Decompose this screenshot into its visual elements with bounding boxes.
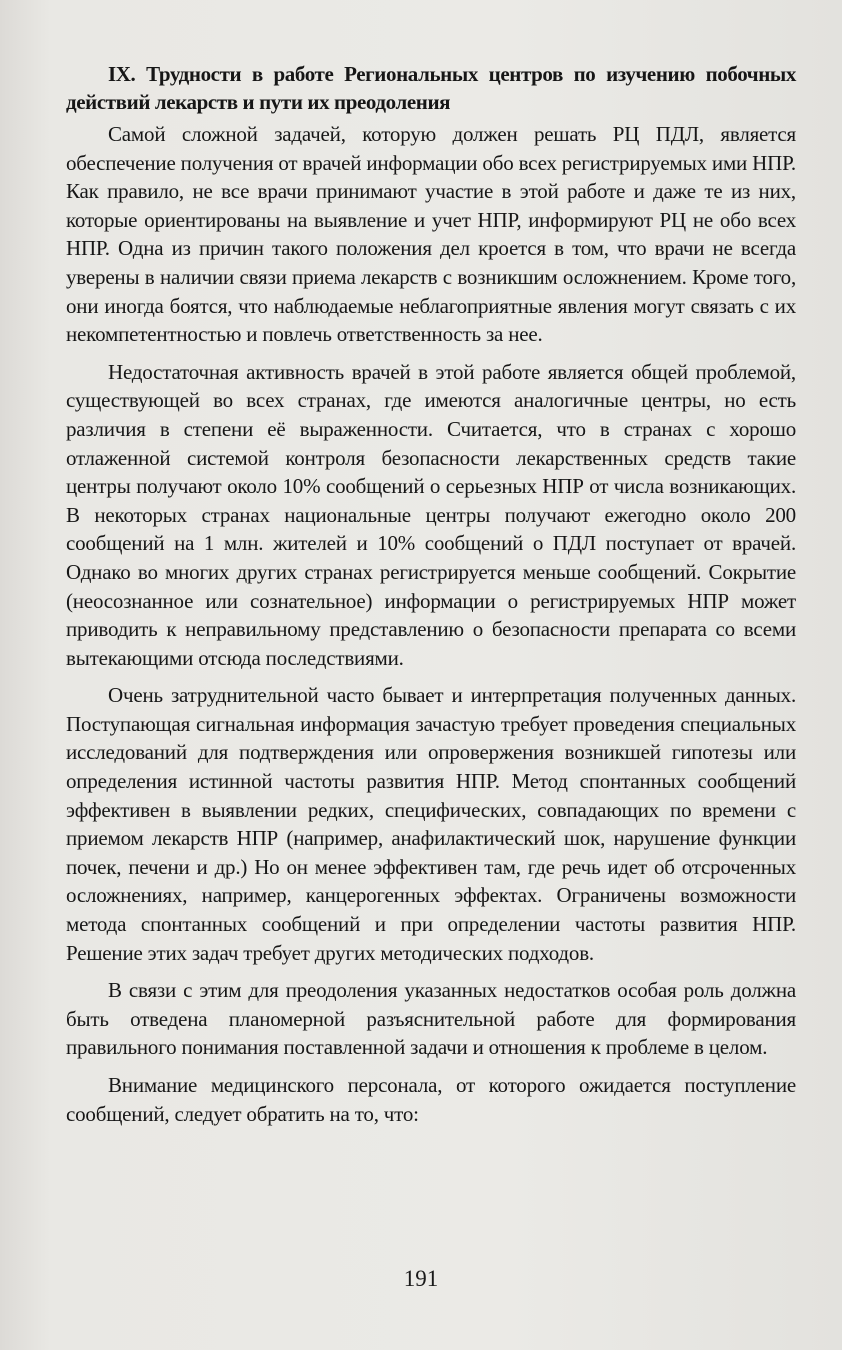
page-number: 191 — [403, 1266, 439, 1291]
paragraph-3: Очень затруднительной часто бывает и интерпретация полученных данных. Поступающая сигнальная информация зачастую требует проведения специальных исследований для подтверждения или опровержения возникшей гипотезы или определения истинной частоты развития НПР. Метод спонтанных сообщений эффективен в выявлении редких, специфических, совпадающих по времени с приемом лекарств НПР (например, анафилактический шок, нарушение функции почек, печени и др.) Но он менее эффективен там, где речь идет об отсроченных осложнениях, например, канцерогенных эффектах. Ограничены возможности метода спонтанных сообщений и при определении частоты развития НПР. Решение этих задач требует других методических подходов. — [66, 683, 796, 965]
page-content — [66, 60, 796, 1137]
section-title: IX. Трудности в работе Региональных центров по изучению побочных действий лекарств и пути их преодоления — [66, 62, 796, 114]
paragraph-4: В связи с этим для преодоления указанных недостатков особая роль должна быть отведена планомерной разъяснительной работе для формирования правильного понимания поставленной задачи и отношения к проблеме в целом. — [66, 978, 796, 1060]
paragraph-1: Самой сложной задачей, которую должен решать РЦ ПДЛ, является обеспечение получения от врачей информации обо всех регистрируемых ими НПР. Как правило, не все врачи принимают участие в этой работе и даже те из них, которые ориентированы на выявление и учет НПР, информируют РЦ не обо всех НПР. Одна из причин такого положения дел кроется в том, что врачи не всегда уверены в наличии связи приема лекарств с возникшим осложнением. Кроме того, они иногда боятся, что наблюдаемые неблагоприятные явления могут связать с их некомпетентностью и повлечь ответственность за нее. — [66, 122, 796, 347]
paragraph-5: Внимание медицинского персонала, от которого ожидается поступление сообщений, следует обратить на то, что: — [66, 1073, 796, 1126]
paragraph-2: Недостаточная активность врачей в этой работе является общей проблемой, существующей во всех странах, где имеются аналогичные центры, но есть различия в степени её выраженности. Считается, что в странах с хорошо отлаженной системой контроля безопасности лекарственных средств такие центры получают около 10% сообщений о серьезных НПР от числа возникающих. В некоторых странах национальные центры получают ежегодно около 200 сообщений на 1 млн. жителей и 10% сообщений о ПДЛ поступает от врачей. Однако во многих других странах регистрируется меньше сообщений. Сокрытие (неосознанное или сознательное) информации о регистрируемых НПР может приводить к неправильному представлению о безопасности препарата со всеми вытекающими отсюда последствиями. — [66, 359, 796, 670]
